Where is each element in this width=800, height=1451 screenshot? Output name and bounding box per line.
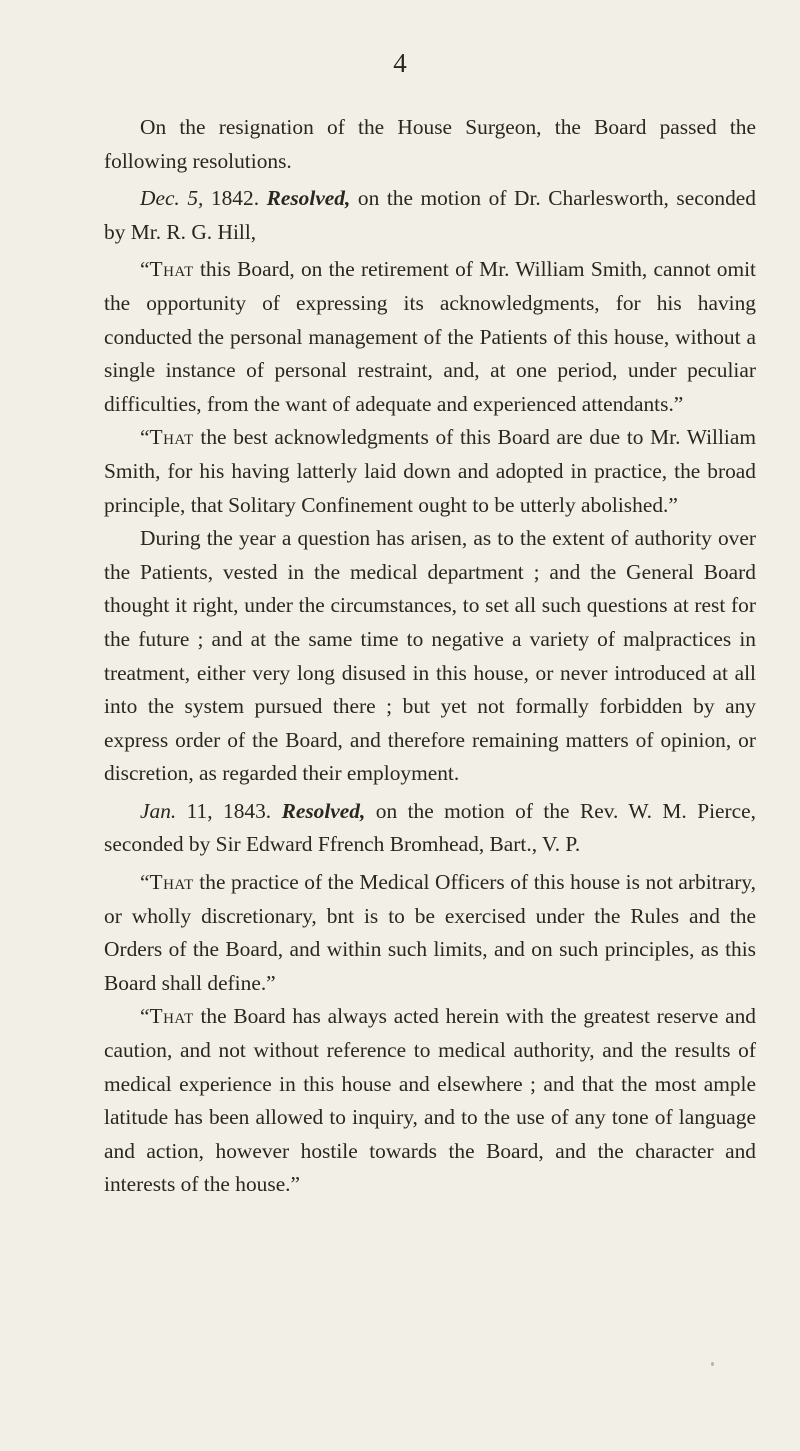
paragraph-text: On the resignation of the House Surgeon, the Board passed the following resolutions.	[104, 115, 756, 173]
paragraph-text: on the motion of Dr. Charlesworth, seconded by Mr. R. G. Hill,	[104, 186, 756, 244]
paragraph-text: the practice of the Medical Officers of this house is not arbitrary, or wholly discretionary, bnt is to be exercised under the Rules and the Orders of the Board, and within such limits, and on such principles, as this Board shall define.”	[104, 870, 756, 995]
date-label: Jan.	[140, 798, 177, 823]
resolution-text	[104, 1000, 756, 1202]
date-year: 11, 1843.	[176, 798, 282, 823]
paragraph-text: the Board has always acted herein with the greatest reserve and caution, and not without reference to medical authority, and the results of medical experience in this house and elsewhere ; and that the most ample latitude has been allowed to inquiry, and to the use of any tone of language and action, however hostile towards the Board, and the character and interests of the house.”	[104, 1004, 756, 1197]
open-quote: “	[140, 870, 150, 895]
resolution-heading	[104, 182, 756, 249]
lead-word: That	[149, 1004, 194, 1029]
paragraph	[104, 522, 756, 791]
open-quote: “	[140, 257, 150, 282]
resolution-text	[104, 421, 756, 522]
lead-word: That	[149, 425, 194, 450]
lead-word: That	[149, 870, 194, 895]
paragraph-text: During the year a question has arisen, as to the extent of authority over the Patients, vested in the medical department ; and the General Board thought it right, under the circumstances, to set all such questions at rest for the future ; and at the same time to negative a variety of malpractices in treatment, either very long disused in this house, or never introduced at all into the system pursued there ; but yet not formally forbidden by any express order of the Board, and therefore remaining matters of opinion, or discretion, as regarded their employment.	[104, 526, 756, 786]
paragraph-text: on the motion of the Rev. W. M. Pierce, seconded by Sir Edward Ffrench Bromhead, Bart., V. P.	[104, 798, 756, 857]
resolution-text	[104, 253, 756, 421]
paragraph-text: this Board, on the retirement of Mr. William Smith, cannot omit the opportunity of expressing its acknowledgments, for his having conducted the personal management of the Patients of this house, without a single instance of personal restraint, and, at one period, under peculiar difficulties, from the want of adequate and experienced attendants.”	[104, 257, 756, 416]
body-text	[104, 111, 756, 1202]
resolution-heading	[104, 795, 756, 862]
resolution-text	[104, 866, 756, 1000]
ink-speck	[711, 1362, 714, 1366]
open-quote: “	[140, 425, 150, 450]
paragraph	[104, 111, 756, 178]
page-number: 4	[393, 48, 407, 78]
date-year: 1842.	[203, 186, 267, 211]
paragraph-text: the best acknowledgments of this Board are due to Mr. William Smith, for his having latterly laid down and adopted in practice, the broad principle, that Solitary Confinement ought to be utterly abolished.”	[104, 425, 756, 517]
date-label: Dec. 5,	[140, 186, 204, 211]
open-quote: “	[140, 1004, 150, 1029]
resolved-label: Resolved,	[266, 186, 351, 211]
resolved-label: Resolved,	[281, 798, 366, 823]
lead-word: That	[149, 257, 194, 282]
